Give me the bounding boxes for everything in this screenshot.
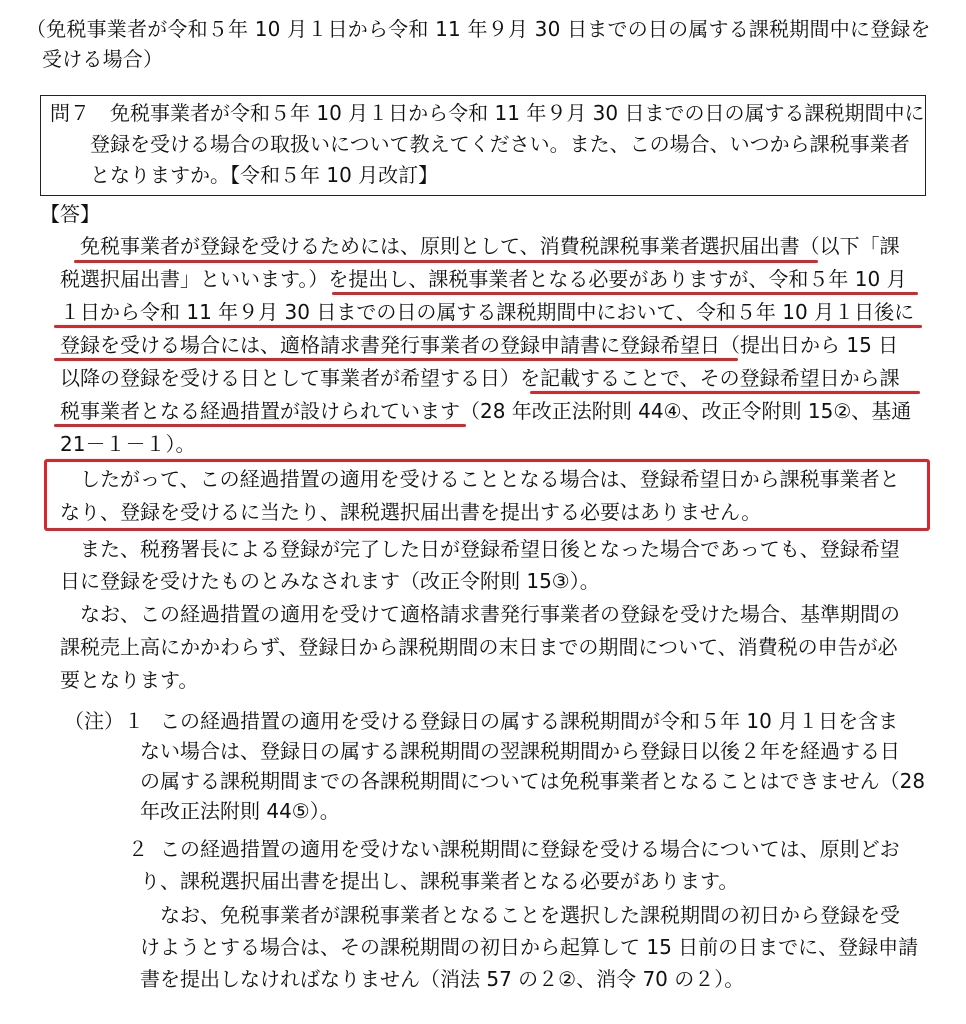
answer-label: 【答】 (40, 202, 100, 226)
para3-line2: 日に登録を受けたものとみなされます（改正令附則 15③）。 (60, 569, 600, 593)
para1-line3: １日から令和 11 年９月 30 日までの日の属する課税期間中において、令和５年 10 月１日後に (60, 300, 915, 324)
note1-line1: この経過措置の適用を受ける登録日の属する課税期間が令和５年 10 月１日を含ま (160, 709, 899, 733)
highlight-underline-1 (74, 260, 818, 263)
para2-line1: したがって、この経過措置の適用を受けることとなる場合は、登録希望日から課税事業者と (80, 467, 900, 491)
highlight-underline-4 (54, 358, 738, 361)
note2-line5: 書を提出しなければなりません（消法 57 の２②、消令 70 の２）。 (140, 967, 745, 991)
note2-line1: この経過措置の適用を受けない課税期間に登録を受ける場合については、原則どお (160, 837, 900, 861)
para1-line4: 登録を受ける場合には、適格請求書発行事業者の登録申請書に登録希望日（提出日から 15 日 (60, 333, 899, 357)
section-heading-line2: 受ける場合） (42, 47, 164, 71)
para1-line5: 以降の登録を受ける日として事業者が希望する日）を記載することで、その登録希望日から課 (60, 366, 900, 390)
note2-label: ２ (128, 837, 148, 861)
highlight-underline-6 (54, 424, 466, 427)
note1-label: （注）１ (64, 709, 144, 733)
para4-line2: 課税売上高にかかわらず、登録日から課税期間の末日までの期間について、消費税の申告が必 (60, 635, 898, 659)
note2-line3: なお、免税事業者が課税事業者となることを選択した課税期間の初日から登録を受 (160, 903, 900, 927)
note1-line2: ない場合は、登録日の属する課税期間の翌課税期間から登録日以後２年を経過する日 (140, 739, 900, 763)
note1-line3: の属する課税期間までの各課税期間については免税事業者となることはできません（28 (140, 769, 926, 793)
note2-line2: り、課税選択届出書を提出し、課税事業者となる必要があります。 (140, 869, 739, 893)
highlight-underline-5 (530, 391, 920, 394)
question-line3: となりますか。【令和５年 10 月改訂】 (90, 163, 439, 187)
highlight-underline-3 (54, 325, 922, 328)
para4-line1: なお、この経過措置の適用を受けて適格請求書発行事業者の登録を受けた場合、基準期間の (80, 602, 900, 626)
highlight-underline-2 (332, 292, 918, 295)
note1-line4: 年改正法附則 44⑤）。 (140, 799, 340, 823)
para1-line6: 税事業者となる経過措置が設けられています（28 年改正法附則 44④、改正令附則 15②、基通 (60, 399, 912, 423)
para1-line2: 税選択届出書」といいます。）を提出し、課税事業者となる必要がありますが、令和５年 10 月 (60, 267, 907, 291)
para4-line3: 要となります。 (60, 668, 199, 692)
question-line2: 登録を受ける場合の取扱いについて教えてください。また、この場合、いつから課税事業者 (90, 132, 910, 156)
para1-line1: 免税事業者が登録を受けるためには、原則として、消費税課税事業者選択届出書（以下「課 (80, 234, 900, 258)
section-heading-line1: （免税事業者が令和５年 10 月１日から令和 11 年９月 30 日までの日の属する課税期間中に登録を (26, 17, 931, 41)
para2-line2: なり、登録を受けるに当たり、課税選択届出書を提出する必要はありません。 (60, 500, 762, 524)
note2-line4: けようとする場合は、その課税期間の初日から起算して 15 日前の日までに、登録申請 (140, 935, 919, 959)
question-line1: 問７ 免税事業者が令和５年 10 月１日から令和 11 年９月 30 日までの日の属する課税期間中に (50, 101, 925, 125)
para3-line1: また、税務署長による登録が完了した日が登録希望日後となった場合であっても、登録希望 (80, 537, 900, 561)
para1-line7: 21－１－１）。 (60, 432, 196, 456)
